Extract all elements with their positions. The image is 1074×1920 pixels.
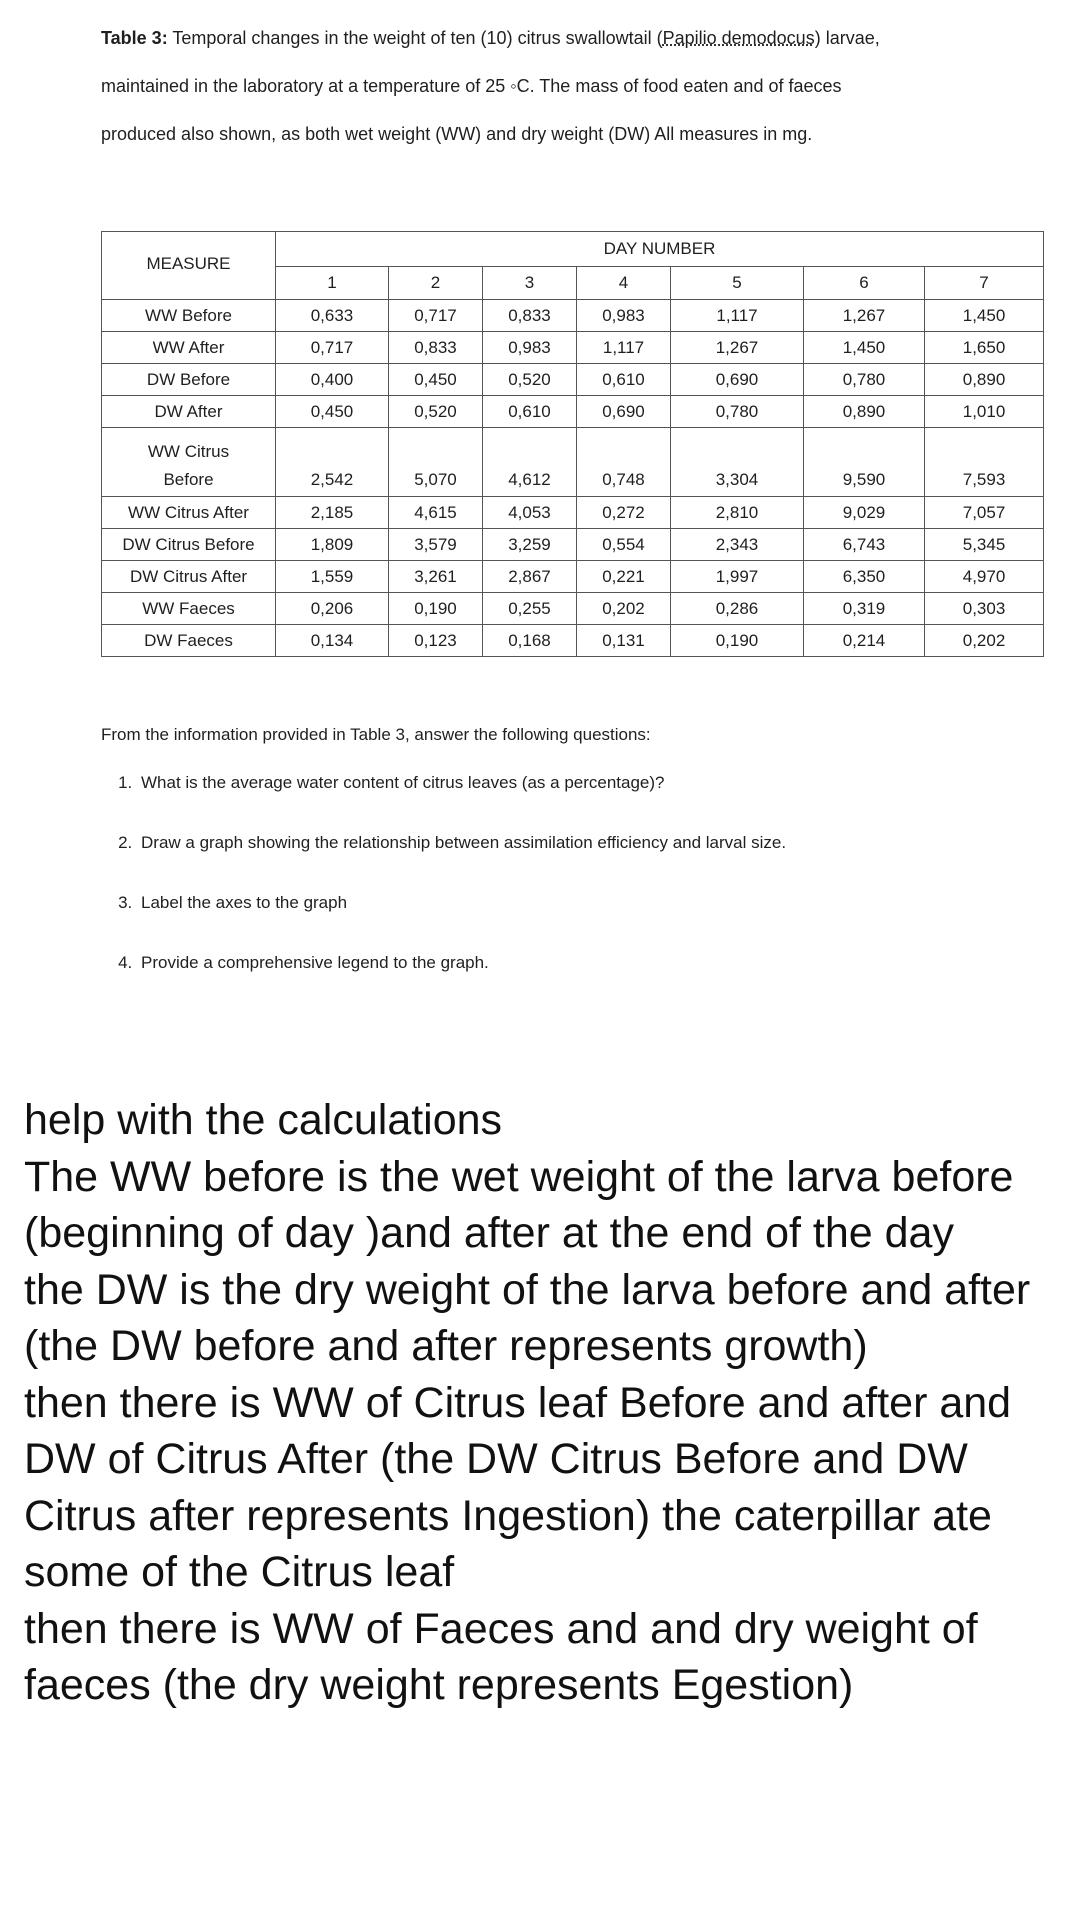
table-cell: 0,890 <box>925 364 1044 396</box>
table-cell: 2,185 <box>276 497 389 529</box>
table-cell: 2,343 <box>671 529 804 561</box>
row-label-line: WW Citrus <box>147 442 230 461</box>
table-cell: 0,833 <box>483 300 577 332</box>
table-cell: 0,214 <box>804 625 925 657</box>
table-row <box>102 625 1044 657</box>
table-cell: 4,612 <box>483 428 577 497</box>
table-cell: 1,267 <box>671 332 804 364</box>
table-cell: 0,610 <box>577 364 671 396</box>
table-cell: 1,117 <box>577 332 671 364</box>
table-row <box>102 529 1044 561</box>
table-cell: 0,286 <box>671 593 804 625</box>
caption-line-2: maintained in the laboratory at a temperature of 25 ◦C. The mass of food eaten and of faeces <box>101 76 842 96</box>
table-row <box>102 396 1044 428</box>
day-header-cell: 6 <box>804 267 925 300</box>
table-row <box>102 332 1044 364</box>
table-cell: 1,117 <box>671 300 804 332</box>
table-cell: 0,717 <box>389 300 483 332</box>
table-cell: 0,190 <box>389 593 483 625</box>
table-cell: 0,690 <box>577 396 671 428</box>
note-line: the DW is the dry weight of the larva before and after (the DW before and after represents growth) <box>24 1265 1031 1370</box>
table-cell: 0,221 <box>577 561 671 593</box>
table-cell: 0,520 <box>389 396 483 428</box>
table-cell: 1,997 <box>671 561 804 593</box>
question-item: 2. Draw a graph showing the relationship between assimilation efficiency and larval size. <box>137 833 1001 853</box>
table-cell: 2,867 <box>483 561 577 593</box>
table-cell: 0,168 <box>483 625 577 657</box>
data-table <box>101 231 1044 657</box>
table-cell: 0,131 <box>577 625 671 657</box>
table-cell: 0,206 <box>276 593 389 625</box>
questions-section <box>101 725 1001 1013</box>
day-header-cell: 2 <box>389 267 483 300</box>
row-label-line: Before <box>163 470 214 489</box>
row-label: DW Citrus Before <box>102 529 276 561</box>
table-header-row <box>102 232 1044 267</box>
table-cell: 0,610 <box>483 396 577 428</box>
table-cell: 2,810 <box>671 497 804 529</box>
table-cell: 0,303 <box>925 593 1044 625</box>
row-label: DW Citrus After <box>102 561 276 593</box>
table-cell: 0,450 <box>276 396 389 428</box>
question-item: 4. Provide a comprehensive legend to the graph. <box>137 953 1001 973</box>
table-cell: 0,319 <box>804 593 925 625</box>
day-header-cell: 3 <box>483 267 577 300</box>
table-cell: 0,748 <box>577 428 671 497</box>
row-label: DW Faeces <box>102 625 276 657</box>
table-cell: 0,717 <box>276 332 389 364</box>
table-row <box>102 364 1044 396</box>
table-cell: 0,202 <box>925 625 1044 657</box>
questions-list <box>101 773 1001 973</box>
row-label: DW Before <box>102 364 276 396</box>
table-cell: 9,590 <box>804 428 925 497</box>
table-row <box>102 593 1044 625</box>
table-cell: 6,743 <box>804 529 925 561</box>
table-cell: 0,272 <box>577 497 671 529</box>
note-line: then there is WW of Citrus leaf Before and after and DW of Citrus After (the DW Citrus Before and DW Citrus after represents Ingestion) the caterpillar ate some of the Citrus leaf <box>24 1378 1012 1596</box>
table-cell: 6,350 <box>804 561 925 593</box>
note-line: then there is WW of Faeces and and dry weight of faeces (the dry weight represents Egestion) <box>24 1604 978 1709</box>
table-cell: 0,255 <box>483 593 577 625</box>
caption-line-1 <box>101 14 981 62</box>
table-cell: 1,450 <box>804 332 925 364</box>
table-cell: 4,615 <box>389 497 483 529</box>
table-cell: 7,057 <box>925 497 1044 529</box>
table-cell: 0,450 <box>389 364 483 396</box>
table-cell: 0,833 <box>389 332 483 364</box>
help-note <box>24 1092 1054 1714</box>
table-cell: 0,890 <box>804 396 925 428</box>
table-cell: 0,633 <box>276 300 389 332</box>
day-header-cell: 1 <box>276 267 389 300</box>
table-cell: 3,261 <box>389 561 483 593</box>
table-cell: 0,780 <box>804 364 925 396</box>
caption-label: Table 3: <box>101 28 168 48</box>
caption-line-3: produced also shown, as both wet weight (WW) and dry weight (DW) All measures in mg. <box>101 124 813 144</box>
day-header-cell: 7 <box>925 267 1044 300</box>
table-cell: 5,070 <box>389 428 483 497</box>
row-label <box>102 428 276 497</box>
question-item: 3. Label the axes to the graph <box>137 893 1001 913</box>
row-label: WW Faeces <box>102 593 276 625</box>
table-cell: 0,983 <box>483 332 577 364</box>
caption-text-end: ) larvae, <box>814 28 880 48</box>
table-cell: 0,983 <box>577 300 671 332</box>
table-cell: 0,554 <box>577 529 671 561</box>
questions-intro: From the information provided in Table 3, answer the following questions: <box>101 725 651 744</box>
table-cell: 3,304 <box>671 428 804 497</box>
table-cell: 1,450 <box>925 300 1044 332</box>
table-row <box>102 428 1044 497</box>
table-cell: 1,809 <box>276 529 389 561</box>
row-label: DW After <box>102 396 276 428</box>
table-cell: 2,542 <box>276 428 389 497</box>
table-row <box>102 300 1044 332</box>
day-number-header: DAY NUMBER <box>276 232 1044 267</box>
table-cell: 0,780 <box>671 396 804 428</box>
table-cell: 3,579 <box>389 529 483 561</box>
table-cell: 1,559 <box>276 561 389 593</box>
table-cell: 7,593 <box>925 428 1044 497</box>
measure-header: MEASURE <box>102 232 276 300</box>
table-cell: 1,267 <box>804 300 925 332</box>
table-row <box>102 561 1044 593</box>
table-cell: 4,970 <box>925 561 1044 593</box>
species-name: Papilio demodocus <box>662 28 815 48</box>
table-cell: 0,123 <box>389 625 483 657</box>
table-cell: 0,134 <box>276 625 389 657</box>
table-cell: 4,053 <box>483 497 577 529</box>
table-cell: 0,202 <box>577 593 671 625</box>
table-cell: 0,400 <box>276 364 389 396</box>
day-header-cell: 5 <box>671 267 804 300</box>
table-row <box>102 497 1044 529</box>
table-cell: 0,690 <box>671 364 804 396</box>
row-label: WW After <box>102 332 276 364</box>
note-line: The WW before is the wet weight of the larva before (beginning of day )and after at the end of the day <box>24 1152 1014 1257</box>
table-cell: 1,010 <box>925 396 1044 428</box>
note-line: help with the calculations <box>24 1096 503 1144</box>
table-cell: 3,259 <box>483 529 577 561</box>
table-cell: 0,190 <box>671 625 804 657</box>
question-item: 1. What is the average water content of citrus leaves (as a percentage)? <box>137 773 1001 793</box>
table-body <box>102 300 1044 657</box>
table-cell: 0,520 <box>483 364 577 396</box>
row-label: WW Before <box>102 300 276 332</box>
table-caption <box>101 14 981 158</box>
day-header-cell: 4 <box>577 267 671 300</box>
table-cell: 9,029 <box>804 497 925 529</box>
table-cell: 1,650 <box>925 332 1044 364</box>
caption-text: Temporal changes in the weight of ten (10) citrus swallowtail ( <box>167 28 663 48</box>
table-cell: 5,345 <box>925 529 1044 561</box>
row-label: WW Citrus After <box>102 497 276 529</box>
